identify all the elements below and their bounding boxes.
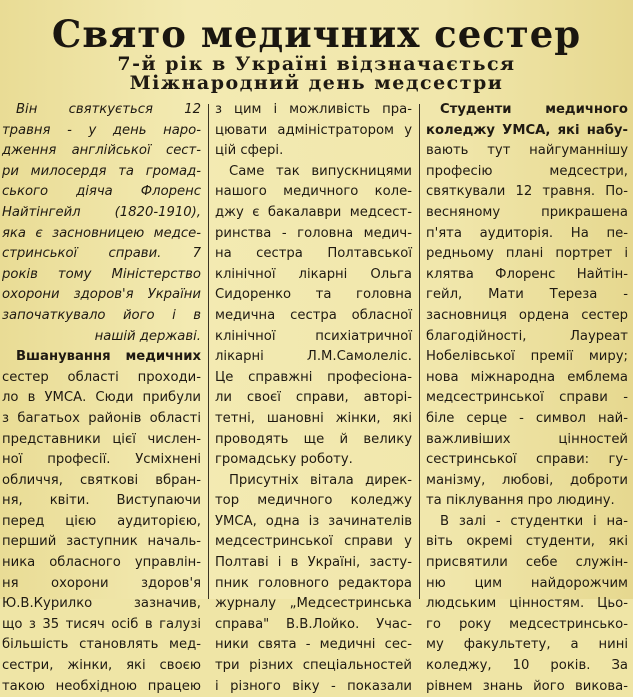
text-line: медсестринської справи - <box>426 390 628 406</box>
text-line: Він святкується 12 <box>16 102 201 117</box>
text-line: більшість становлять мед- <box>2 637 201 653</box>
text-line: рівнем знань його викова- <box>426 678 628 694</box>
text-line: тор медичного коледжу <box>215 493 412 509</box>
text-line: весняному прикрашена <box>426 204 628 220</box>
text-line: три різних спеціальностей <box>215 658 412 674</box>
text-line: Присутніх вітала дирек- <box>229 472 412 488</box>
text-line: ня охорони здоров'я <box>2 575 201 591</box>
text-line: Студенти медичного <box>440 102 628 117</box>
column-rule-right <box>419 104 420 599</box>
text-line: гейл, Мати Тереза - <box>426 287 628 303</box>
text-line: громадську роботу. <box>215 452 353 468</box>
article-column-2 <box>215 100 412 694</box>
text-line: травня - у день наро- <box>2 122 201 138</box>
text-line: започаткувало його і в <box>2 307 201 323</box>
text-line: благодійності, Лауреат <box>426 328 628 344</box>
text-line: що з 35 тисяч осіб в галузі <box>2 616 201 632</box>
text-line: охорони здоров'я України <box>2 287 201 303</box>
text-line: дження англійської сест- <box>2 143 201 159</box>
headline-title: Свято медичних сестер <box>51 12 582 56</box>
text-line: професію медсестри, <box>426 163 628 179</box>
text-line: пник головного редактора <box>215 575 412 591</box>
text-line: ського діяча Флоренс <box>2 184 201 200</box>
text-line: ня, квіти. Виступаючи <box>2 493 201 509</box>
text-line: лікарні Л.М.Самолеліс. <box>215 349 412 365</box>
text-line: В залі - студентки і на- <box>440 513 628 529</box>
text-line: перед цією аудиторією, <box>2 513 201 529</box>
text-line: ника обласного управлін- <box>2 555 201 571</box>
text-line: Нобелівської премії миру; <box>426 349 628 365</box>
text-line: журналу „Медсестринська <box>215 596 412 612</box>
text-line: клінічної психіатричної <box>215 328 412 344</box>
text-line: вають тут найгуманнішу <box>426 143 628 159</box>
text-line: джу є бакалаври медсест- <box>215 204 412 220</box>
text-line: біле серце - символ най- <box>426 410 628 426</box>
text-line: цювати адміністратором у <box>215 122 412 138</box>
text-line: присвятили себе служін- <box>426 555 628 571</box>
text-line: нашій державі. <box>94 328 201 344</box>
text-line: важливіших цінностей <box>426 431 628 447</box>
text-line: ники свята - медичні сес- <box>215 637 412 653</box>
text-line: УМСА, одна із зачинателів <box>215 513 412 529</box>
text-line: засновниця ордена сестер <box>426 307 628 323</box>
text-line: го року медсестринсько- <box>426 616 628 632</box>
text-line: Це справжні професіона- <box>215 369 412 385</box>
text-line: стринської справи. 7 <box>2 246 201 262</box>
text-line: святкували 12 травня. По- <box>426 184 628 200</box>
text-line: яка є засновницею медсе- <box>2 225 201 241</box>
text-line: сестринської справи: гу- <box>426 452 628 468</box>
text-line: ли своєї справи, авторі- <box>215 390 412 406</box>
text-line: медична сестра обласної <box>215 307 412 323</box>
text-line: клінічної лікарні Ольга <box>215 266 412 282</box>
text-line: сестер області проходи- <box>2 369 201 385</box>
text-line: ню цим найдорожчим <box>426 575 628 591</box>
text-line: років тому Міністерство <box>2 266 201 282</box>
text-line: з цим і можливість пра- <box>215 102 412 117</box>
text-line: медсестринської справи у <box>215 534 412 550</box>
text-line: клятва Флоренс Найтін- <box>426 266 628 282</box>
text-line: п'ята аудиторія. На пе- <box>426 225 628 241</box>
text-line: манізму, любові, доброти <box>426 472 628 488</box>
text-line: на сестра Полтавської <box>215 246 412 262</box>
text-line: перший заступник началь- <box>2 534 201 550</box>
text-line: Ю.В.Курилко зазначив, <box>2 596 201 612</box>
text-line: проводять ще й велику <box>215 431 412 447</box>
text-line: ринства - головна медич- <box>215 225 412 241</box>
text-line: редньому плані портрет і <box>426 246 628 262</box>
text-line: такою необхідною працею <box>2 678 201 694</box>
headline-subtitle-2: Міжнародний день медсестри <box>129 72 504 94</box>
text-line: коледжу, 10 років. За <box>426 658 628 674</box>
text-line: і різного віку - показали <box>215 678 412 694</box>
text-line: сестри, жінки, які своєю <box>2 658 201 674</box>
text-line: віть окремі студенти, які <box>426 534 628 550</box>
text-line: ної професії. Усміхнені <box>2 452 201 468</box>
text-line: людським цінностям. Цьо- <box>426 596 628 612</box>
text-line: обличчя, святкові вбран- <box>2 472 201 488</box>
text-line: нашого медичного коле- <box>215 184 412 200</box>
text-line: ло в УМСА. Сюди прибули <box>2 390 201 406</box>
text-line: коледжу УМСА, які набу- <box>426 122 628 138</box>
text-line: нова міжнародна емблема <box>426 369 628 385</box>
text-line: Сидоренко та головна <box>215 287 412 303</box>
headline-subtitle-1: 7-й рік в Україні відзначається <box>117 53 516 75</box>
article-column-3 <box>426 100 628 694</box>
column-rule-left <box>208 104 209 599</box>
text-line: представники цієї числен- <box>2 431 201 447</box>
text-line: справа" В.В.Лойко. Учас- <box>215 616 412 632</box>
text-line: та піклування про людину. <box>426 493 615 509</box>
text-line: тетні, шановні жінки, які <box>215 410 412 426</box>
text-line: му факультету, а нині <box>426 637 628 653</box>
text-line: з багатьох районів області <box>2 410 201 426</box>
article-column-1 <box>2 100 201 694</box>
text-line: ри милосердя та громад- <box>2 163 201 179</box>
text-line: цій сфері. <box>215 143 284 159</box>
text-line: Вшанування медичних <box>16 349 201 365</box>
text-line: Саме так випускницями <box>229 163 412 179</box>
text-line: Найтінгейл (1820-1910), <box>2 204 201 220</box>
text-line: Полтаві і в Україні, засту- <box>215 555 412 571</box>
